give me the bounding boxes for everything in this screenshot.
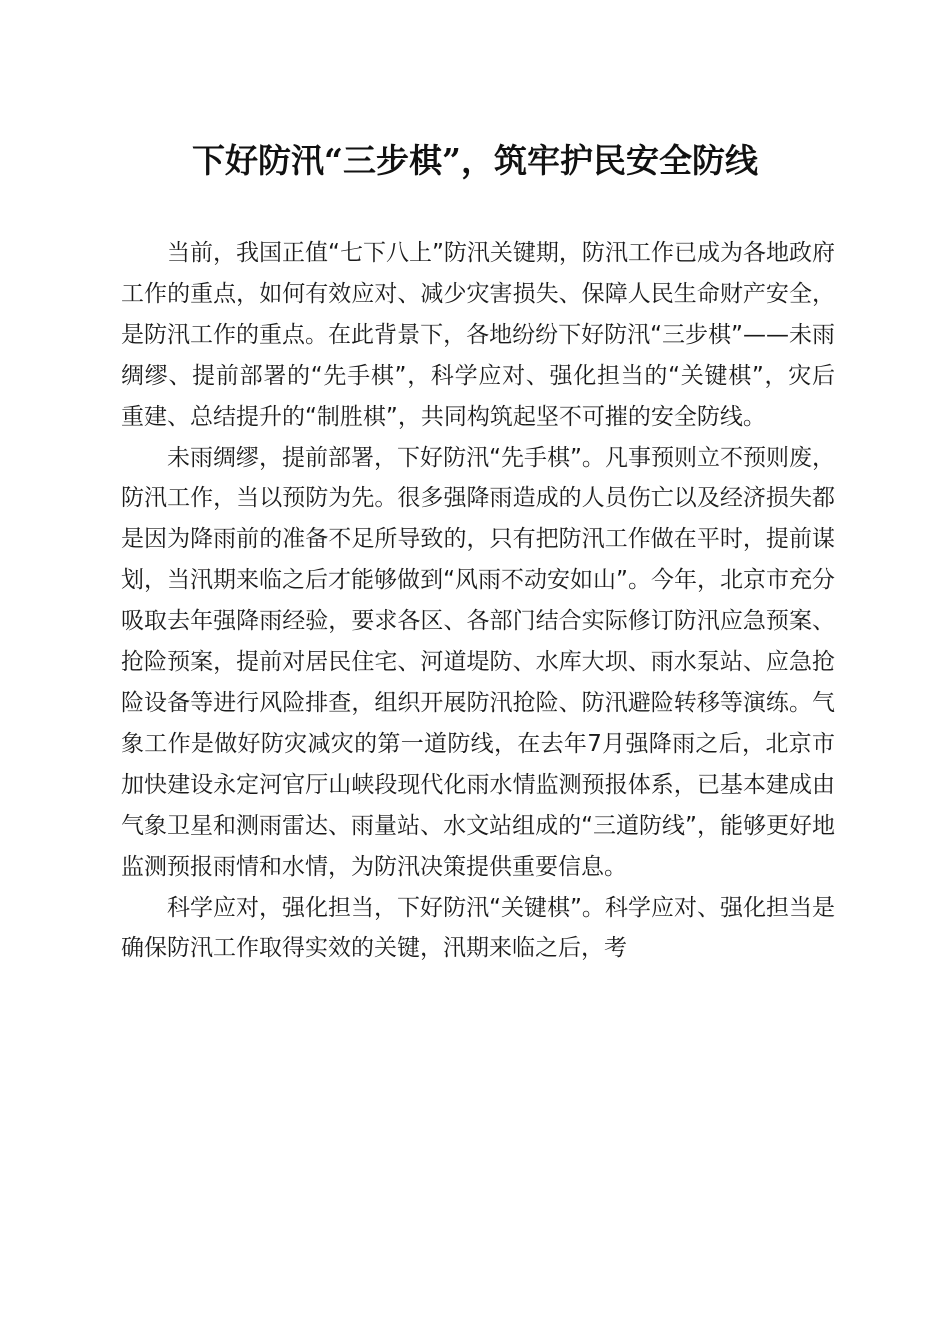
paragraph-key-move: 科学应对，强化担当，下好防汛“关键棋”。科学应对、强化担当是确保防汛工作取得实效的关键，汛期来临之后，考	[121, 894, 835, 962]
document-body	[121, 233, 835, 969]
document-title: 下好防汛“三步棋”，筑牢护民安全防线	[192, 141, 758, 180]
paragraph-intro: 当前，我国正值“七下八上”防汛关键期，防汛工作已成为各地政府工作的重点，如何有效应对、减少灾害损失、保障人民生命财产安全，是防汛工作的重点。在此背景下，各地纷纷下好防汛“三步棋”——未雨绸缪、提前部署的“先手棋”，科学应对、强化担当的“关键棋”，灾后重建、总结提升的“制胜棋”，共同构筑起坚不可摧的安全防线。	[121, 240, 835, 430]
paragraph-first-move: 未雨绸缪，提前部署，下好防汛“先手棋”。凡事预则立不预则废，防汛工作，当以预防为先。很多强降雨造成的人员伤亡以及经济损失都是因为降雨前的准备不足所导致的，只有把防汛工作做在平时，提前谋划，当汛期来临之后才能够做到“风雨不动安如山”。今年，北京市充分吸取去年强降雨经验，要求各区、各部门结合实际修订防汛应急预案、抢险预案，提前对居民住宅、河道堤防、水库大坝、雨水泵站、应急抢险设备等进行风险排查，组织开展防汛抢险、防汛避险转移等演练。气象工作是做好防灾减灾的第一道防线，在去年7月强降雨之后，北京市加快建设永定河官厅山峡段现代化雨水情监测预报体系，已基本建成由气象卫星和测雨雷达、雨量站、水文站组成的“三道防线”，能够更好地监测预报雨情和水情，为防汛决策提供重要信息。	[121, 444, 835, 880]
